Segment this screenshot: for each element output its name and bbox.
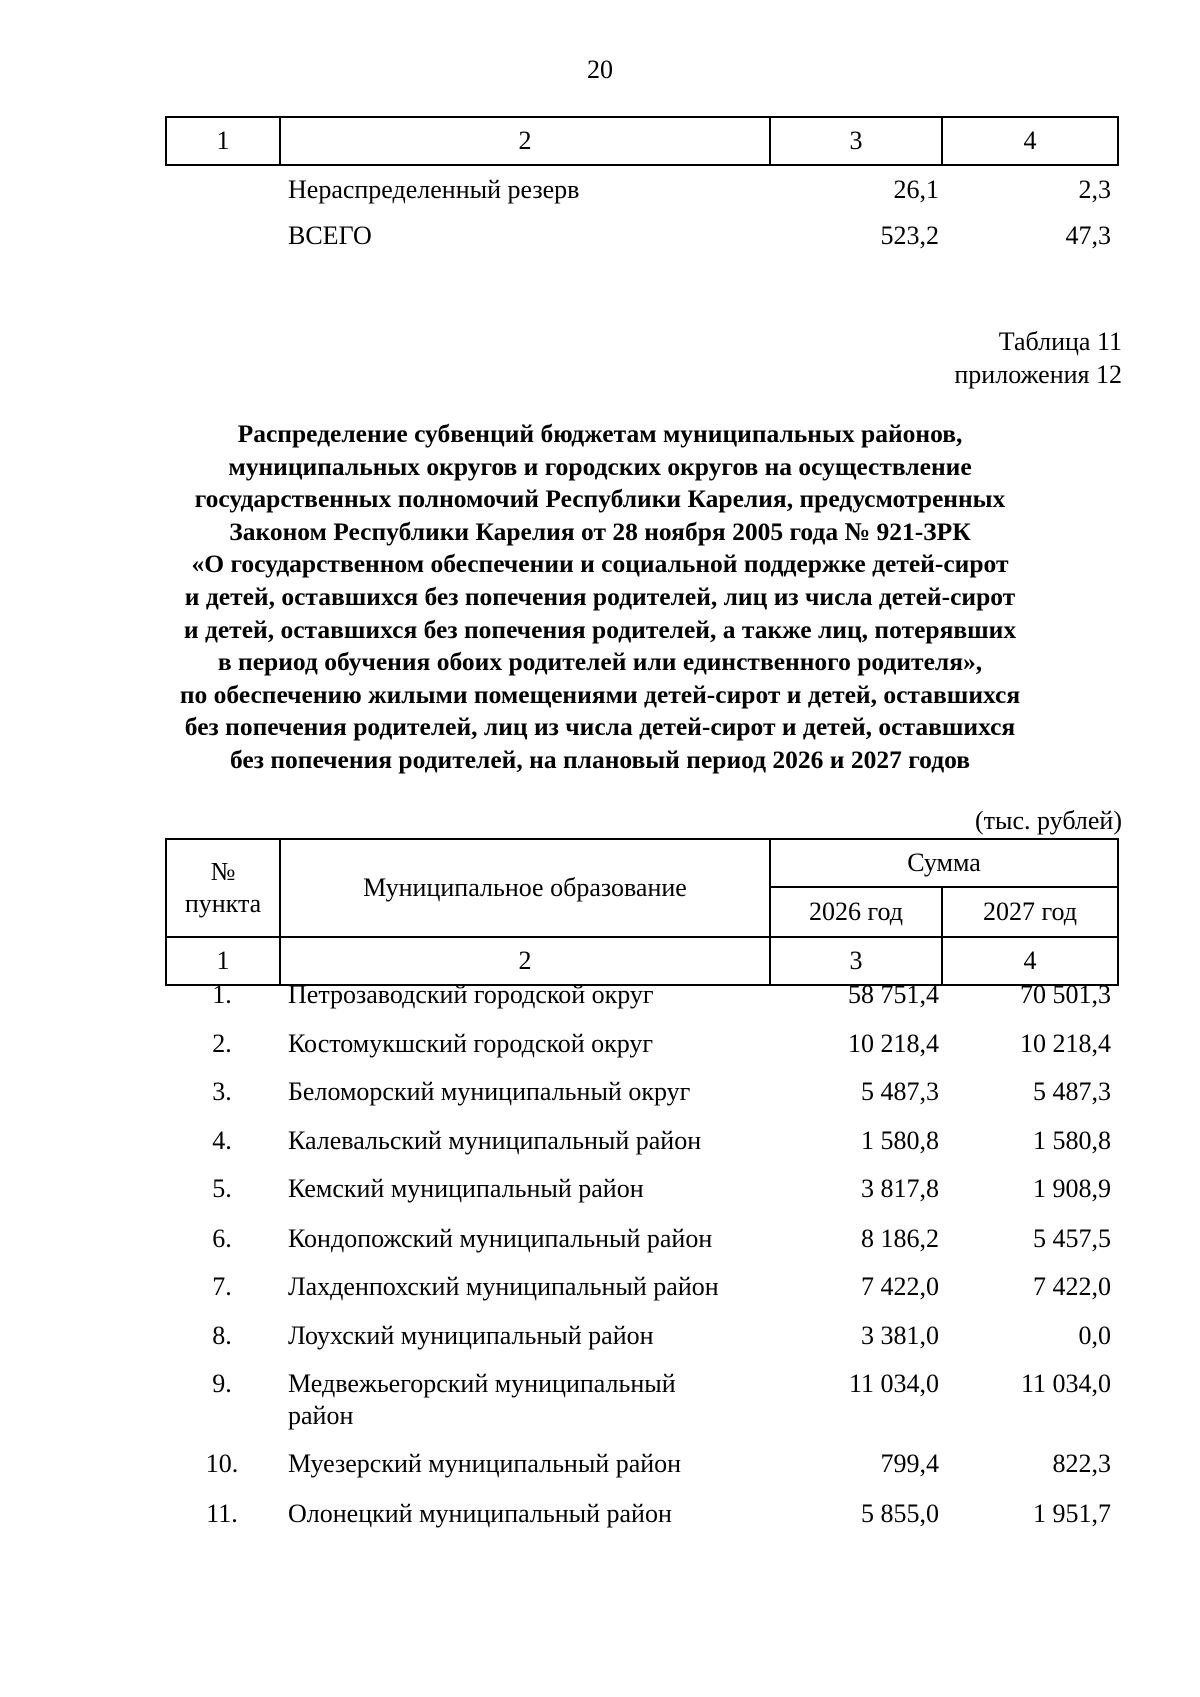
page-number: 20: [587, 55, 613, 84]
title-line: в период обучения обоих родителей или единственного родителя»,: [217, 647, 983, 677]
row-name-line: Медвежьегорский муниципальный: [288, 1369, 676, 1398]
title-line: муниципальных округов и городских округов на осуществление: [228, 451, 972, 481]
row-number: 6.: [212, 1223, 232, 1253]
row-number: 1.: [212, 980, 232, 1009]
header-number-symbol: №: [210, 857, 236, 886]
header-year-2026: 2026 год: [770, 887, 942, 937]
col-number-4: 4: [942, 117, 1118, 165]
row-value-2026: 7 422,0: [861, 1272, 939, 1301]
row-value-2026: 799,4: [880, 1449, 939, 1478]
row-name: ВСЕГО: [288, 221, 372, 250]
row-number: 8.: [212, 1320, 232, 1350]
col-number-1: 1: [166, 117, 280, 165]
header-year-2027: 2027 год: [942, 887, 1118, 937]
row-number: 2.: [212, 1028, 232, 1058]
title-line: без попечения родителей, лиц из числа детей-сирот и детей, оставшихся: [184, 712, 1016, 742]
col-number-2: 2: [280, 117, 770, 165]
row-name: Кемский муниципальный район: [288, 1174, 644, 1203]
row-value-2027: 1 951,7: [1033, 1498, 1111, 1528]
row-name: Лоухский муниципальный район: [288, 1320, 654, 1350]
table-row: [165, 214, 1117, 262]
row-name: Калевальский муниципальный район: [288, 1125, 702, 1155]
row-value-2027: 70 501,3: [1020, 980, 1111, 1009]
row-value-2026: 3 817,8: [861, 1174, 939, 1203]
row-number: 5.: [212, 1174, 232, 1203]
row-value-2026: 11 034,0: [848, 1369, 939, 1398]
row-value-2026: 5 487,3: [861, 1077, 939, 1106]
row-value-2027: 7 422,0: [1033, 1272, 1111, 1301]
continuation-rows: [165, 166, 1117, 262]
row-name: [288, 1368, 928, 1432]
row-value-2026: 523,2: [880, 221, 939, 250]
row-value-2027: 10 218,4: [1020, 1028, 1111, 1058]
row-number: 10.: [205, 1449, 239, 1478]
title-line: без попечения родителей, на плановый период 2026 и 2027 годов: [230, 744, 970, 774]
row-value-2026: 1 580,8: [861, 1125, 939, 1155]
row-name: Нераспределенный резерв: [288, 175, 580, 204]
row-name: Кондопожский муниципальный район: [288, 1223, 713, 1253]
document-title: [100, 418, 1100, 777]
col-number-4: 4: [942, 937, 1118, 985]
title-line: Распределение субвенций бюджетам муниципальных районов,: [237, 419, 963, 448]
row-name: Лахденпохский муниципальный район: [288, 1272, 719, 1301]
title-line: «О государственном обеспечении и социальной поддержке детей-сирот: [191, 549, 1009, 579]
row-name: Костомукшский городской округ: [288, 1028, 654, 1058]
main-table-body: [165, 980, 1117, 1559]
row-value-2027: 822,3: [1052, 1449, 1111, 1478]
row-name: Петрозаводский городской округ: [288, 980, 654, 1009]
row-value-2027: 5 457,5: [1033, 1223, 1111, 1253]
row-value-2026: 58 751,4: [848, 980, 939, 1009]
row-value-2027: 5 487,3: [1033, 1077, 1111, 1106]
continuation-table-header: [165, 116, 1119, 166]
row-value-2026: 8 186,2: [861, 1223, 939, 1253]
table-row: [165, 166, 1117, 214]
row-value-2026: 5 855,0: [861, 1498, 939, 1528]
col-number-3: 3: [770, 937, 942, 985]
main-table-header: [165, 838, 1119, 986]
title-line: государственных полномочий Республики Карелия, предусмотренных: [194, 484, 1006, 514]
col-number-3: 3: [770, 117, 942, 165]
row-name: Муезерский муниципальный район: [288, 1449, 682, 1478]
row-value-2026: 3 381,0: [861, 1320, 939, 1350]
header-number-label: пункта: [184, 889, 262, 918]
table-reference-number: Таблица 11: [998, 327, 1122, 356]
row-number: 9.: [212, 1369, 232, 1398]
row-number: 7.: [212, 1272, 232, 1301]
title-line: Законом Республики Карелия от 28 ноября 2005 года № 921-ЗРК: [229, 516, 971, 546]
row-value-2026: 26,1: [893, 175, 939, 204]
row-name: Беломорский муниципальный округ: [288, 1077, 691, 1106]
row-value-2026: 10 218,4: [848, 1028, 939, 1058]
row-value-2027: 11 034,0: [1020, 1369, 1111, 1398]
title-line: по обеспечению жилыми помещениями детей-сирот и детей, оставшихся: [179, 679, 1021, 709]
row-number: 3.: [212, 1077, 232, 1106]
row-value-2027: 0,0: [1078, 1320, 1111, 1350]
col-number-1: 1: [166, 937, 280, 985]
row-value-2027: 1 908,9: [1033, 1174, 1111, 1203]
row-value-2027: 2,3: [1078, 175, 1111, 204]
table-row: [165, 1498, 1117, 1560]
col-number-2: 2: [280, 937, 770, 985]
units-label: (тыс. рублей): [974, 806, 1122, 835]
header-municipality: Муниципальное образование: [280, 839, 770, 937]
title-line: и детей, оставшихся без попечения родителей, а также лиц, потерявших: [183, 614, 1017, 644]
row-name: Олонецкий муниципальный район: [288, 1498, 672, 1528]
row-name-line: район: [288, 1401, 354, 1430]
row-number: 11.: [206, 1498, 238, 1528]
row-value-2027: 47,3: [1065, 221, 1111, 250]
header-number-cell: [166, 839, 280, 937]
header-sum: Сумма: [770, 839, 1118, 887]
title-line: и детей, оставшихся без попечения родителей, лиц из числа детей-сирот: [184, 581, 1016, 611]
row-value-2027: 1 580,8: [1033, 1125, 1111, 1155]
row-number: 4.: [212, 1125, 232, 1155]
table-reference-appendix: приложения 12: [954, 360, 1122, 389]
